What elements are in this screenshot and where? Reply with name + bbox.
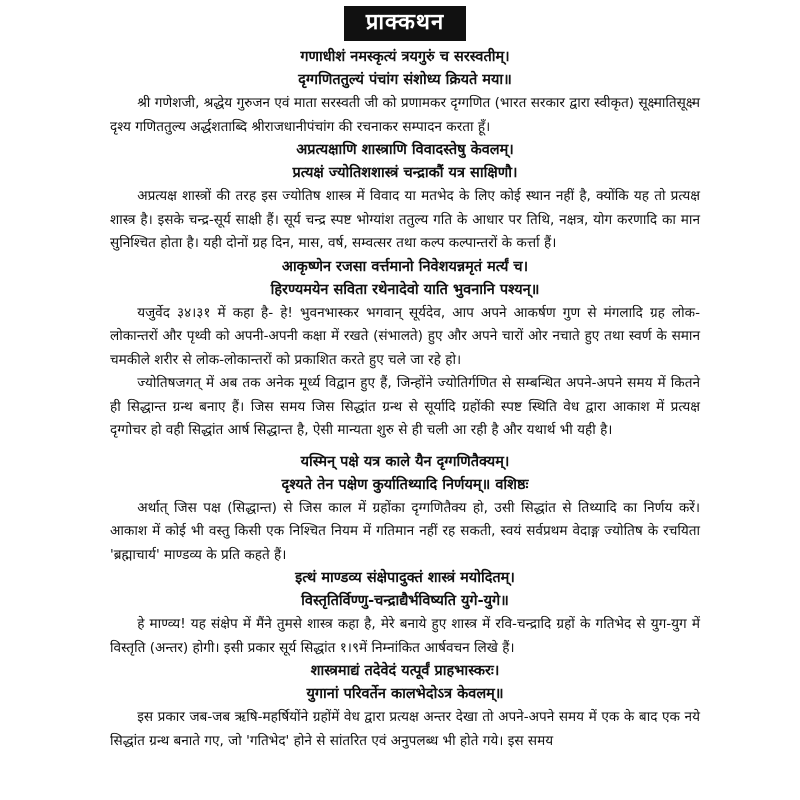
verse-2-line-2: प्रत्यक्षं ज्योतिशशास्त्रं चन्द्राकौं यत्र साक्षिणौ। xyxy=(292,165,518,181)
verse-3-line-2: हिरण्यमयेन सविता रथेनादेवो याति भुवनानि पश्यन्॥ xyxy=(270,281,540,298)
verse-4-attribution: वशिष्ठः xyxy=(495,476,529,493)
page-title: प्राक्कथन xyxy=(344,6,466,41)
title-wrap xyxy=(110,0,700,46)
paragraph-6: हे माण्व्य! यह संक्षेप में मैंने तुमसे शास्त्र कहा है, मेरे बनाये हुए शास्त्र में रवि-चन्द्रादि ग्रहों के गतिभेद से युग-युग में विस्तृति (अन्तर) होगी। इसी प्रकार सूर्य सिद्धांत १।९में निम्नांकित आर्षवचन लिखे हैं। xyxy=(110,616,700,656)
paragraph-2: अप्रत्यक्ष शास्त्रों की तरह इस ज्योतिष शास्त्र में विवाद या मतभेद के लिए कोई स्थान नहीं है, क्योंकि यह तो प्रत्यक्ष शास्त्र है। इसके चन्द्र-सूर्य साक्षी हैं। सूर्य चन्द्र स्पष्ट भोग्यांश ततुल्य गति के आधार पर तिथि, नक्षत्र, योग करणादि का मान सुनिश्चित होता है। यही दोनों ग्रह दिन, मास, वर्ष, सम्वत्सर तथा कल्प कल्पान्तरों के कर्त्ता हैं। xyxy=(110,188,700,251)
paragraph-4: ज्योतिषजगत् में अब तक अनेक मूर्ध्य विद्वान हुए हैं, जिन्होंने ज्योतिर्गणित से सम्बन्धित अपने-अपने समय में कितने ही सिद्धान्त ग्रन्थ बनाए हैं। जिस समय जिस सिद्धांत ग्रन्थ से सूर्यादि ग्रहोंकी स्पष्ट स्थिति वेध द्वारा आकाश में प्रत्यक्ष दृग्गोचर हो वही सिद्धांत आर्ष सिद्धान्त है, ऐसी मान्यता शुरु से ही चली आ रही है और यथार्थ भी यही है। xyxy=(110,375,700,438)
verse-6-line-2: युगानां परिवर्तेन कालभेदोऽत्र केवलम्॥ xyxy=(306,686,504,702)
verse-4-line-2-row xyxy=(110,474,700,497)
verse-1-line-1: गणाधीशं नमस्कृत्यं त्रयगुरुं च सरस्वतीम्। xyxy=(300,49,510,65)
paragraph-7: इस प्रकार जब-जब ऋषि-महर्षियोंने ग्रहोंमें वेध द्वारा प्रत्यक्ष अन्तर देखा तो अपने-अपने समय में एक के बाद एक नये सिद्धांत ग्रन्थ बनाते गए, जो 'गतिभेद' होने से सांतरित एवं अनुपलब्ध भी होते गये। इस समय xyxy=(110,709,700,749)
paragraph-5: अर्थात् जिस पक्ष (सिद्धान्त) से जिस काल में ग्रहोंका दृग्गणितैक्य हो, उसी सिद्धांत से तिथ्यादि का निर्णय करें। आकाश में कोई भी वस्तु किसी एक निश्चित नियम में गतिमान नहीं रह सकती, स्वयं सर्वप्रथम वेदाङ्ग ज्योतिष के रचयिता 'ब्रह्माचार्य' माण्डव्य के प्रति कहते हैं। xyxy=(110,499,700,563)
verse-5-line-1: इत्थं माण्डव्य संक्षेपादुक्तं शास्त्रं मयोदितम्। xyxy=(295,570,515,586)
verse-1-line-2: दृग्गणिततुल्यं पंचांग संशोध्य क्रियते मया॥ xyxy=(298,72,512,88)
verse-4-line-1: यस्मिन् पक्षे यत्र काले यैन दृग्गणितैक्यम्। xyxy=(300,453,510,470)
verse-5-line-2: विस्तृतिर्विण्णु-चन्द्राद्यैर्भविष्यति युगे-युगे॥ xyxy=(301,593,509,609)
verse-4-line-2: दृश्यते तेन पक्षेण कुर्यातिथ्यादि निर्णयम्॥ xyxy=(281,476,491,493)
verse-2-line-1: अप्रत्यक्षाणि शास्त्राणि विवादस्तेषु केवलम्। xyxy=(296,142,514,158)
verse-3-line-1: आकृष्णेन रजसा वर्त्तमानो निवेशयन्नमृतं मर्त्यं च। xyxy=(281,258,529,275)
verse-6-line-1: शास्त्रमाद्यं तदेवेदं यत्पूर्वं प्राहभास्करः। xyxy=(310,663,500,679)
spacer xyxy=(110,443,700,451)
paragraph-1: श्री गणेशजी, श्रद्धेय गुरुजन एवं माता सरस्वती जी को प्रणामकर दृग्गणित (भारत सरकार द्वारा स्वीकृत) सूक्ष्मातिसूक्ष्म दृश्य गणिततुल्य अर्द्धशताब्दि श्रीराजधानीपंचांग की रचनाकर सम्पादन करता हूँ। xyxy=(110,95,700,135)
paragraph-3: यजुर्वेद ३४।३१ में कहा है- हे! भुवनभास्कर भगवान् सूर्यदेव, आप अपने आकर्षण गुण से मंगलादि ग्रह लोक-लोकान्तरों और पृथ्वी को अपनी-अपनी कक्षा में रखते (संभालते) हुए और अपने चारों ओर नचाते हुए तथा स्वर्ण के समान चमकीले शरीर से लोक-लोकान्तरों को प्रकाशित करते हुए चले जा रहे हो। xyxy=(110,304,700,368)
